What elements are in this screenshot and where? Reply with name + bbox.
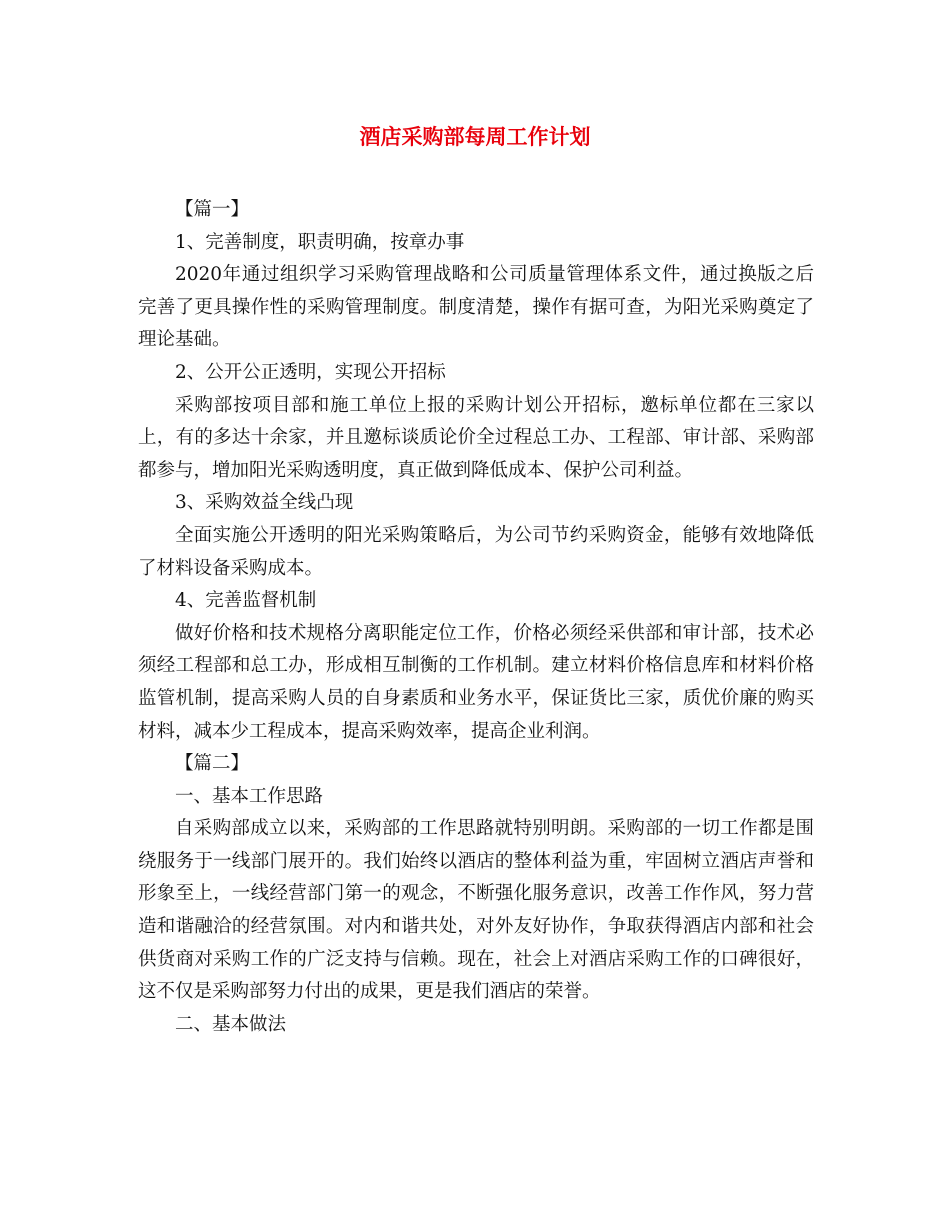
subheading-2: 2、公开公正透明，实现公开招标 xyxy=(175,361,446,383)
subheading-basic-approach: 一、基本工作思路 xyxy=(175,785,324,807)
subheading-1: 1、完善制度，职责明确，按章办事 xyxy=(175,231,465,253)
document-body xyxy=(138,194,814,1041)
paragraph: 全面实施公开透明的阳光采购策略后，为公司节约采购资金，能够有效地降低了材料设备采购成本。 xyxy=(138,524,814,579)
paragraph: 自采购部成立以来，采购部的工作思路就特别明朗。采购部的一切工作都是围绕服务于一线部门展开的。我们始终以酒店的整体利益为重，牢固树立酒店声誉和形象至上，一线经营部门第一的观念，不断强化服务意识，改善工作作风，努力营造和谐融洽的经营氛围。对内和谐共处，对外友好协作，争取获得酒店内部和社会供货商对采购工作的广泛支持与信赖。现在，社会上对酒店采购工作的口碑很好，这不仅是采购部努力付出的成果，更是我们酒店的荣誉。 xyxy=(138,818,814,1003)
document-title: 酒店采购部每周工作计划 xyxy=(359,124,591,149)
subheading-basic-methods: 二、基本做法 xyxy=(175,1013,287,1035)
section-heading-part-two: 【篇二】 xyxy=(175,753,250,775)
paragraph: 做好价格和技术规格分离职能定位工作，价格必须经采供部和审计部，技术必须经工程部和总工办，形成相互制衡的工作机制。建立材料价格信息库和材料价格监管机制，提高采购人员的自身素质和业务水平，保证货比三家，质优价廉的购买材料，减本少工程成本，提高采购效率，提高企业利润。 xyxy=(138,622,814,742)
subheading-3: 3、采购效益全线凸现 xyxy=(175,492,354,514)
paragraph: 2020年通过组织学习采购管理战略和公司质量管理体系文件，通过换版之后完善了更具操作性的采购管理制度。制度清楚，操作有据可查，为阳光采购奠定了理论基础。 xyxy=(138,264,814,351)
paragraph: 采购部按项目部和施工单位上报的采购计划公开招标，邀标单位都在三家以上，有的多达十余家，并且邀标谈质论价全过程总工办、工程部、审计部、采购部都参与，增加阳光采购透明度，真正做到降低成本、保护公司利益。 xyxy=(138,394,814,481)
section-heading-part-one: 【篇一】 xyxy=(175,199,250,220)
subheading-4: 4、完善监督机制 xyxy=(175,590,317,612)
